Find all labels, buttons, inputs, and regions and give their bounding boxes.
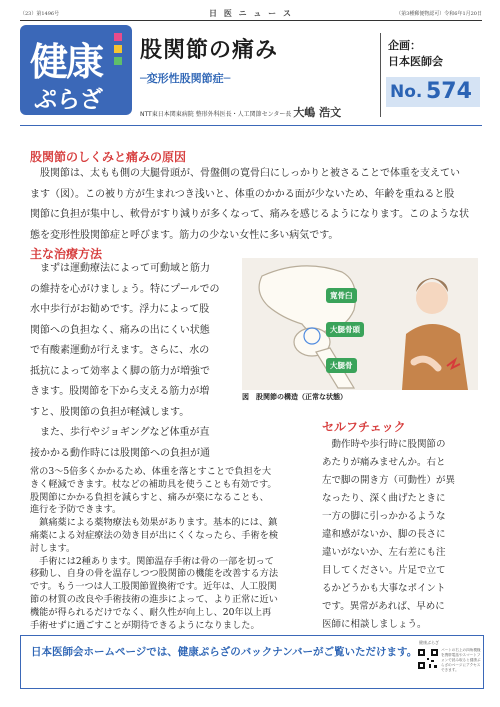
header-rule (20, 125, 482, 126)
paragraph-line: すと、股関節の負担が軽減します。 (30, 406, 190, 418)
paragraph-line: です。もう一つは人工股関節置換術です。近年は、人工股関 (30, 581, 277, 593)
paragraph-line: 抵抗によって効率よく脚の筋力が増強で (30, 365, 210, 377)
figure-label-acetabulum: 寛骨臼 (326, 288, 357, 303)
paragraph-line: 痛薬による対症療法の効き目が出にくくなったら、手術を検 (30, 529, 279, 541)
paragraph-line: なったり、深く曲げたときに (322, 493, 446, 504)
woman-head (416, 282, 448, 314)
paragraph-line: また、歩行やジョギングなど体重が直 (30, 427, 210, 438)
figure-caption: 図 股関節の構造（正常な状態） (242, 393, 347, 401)
plan-organization: 日本医師会 (388, 55, 443, 68)
paragraph-line: 関節に負担が集中し、軟骨がすり減りが多くなって、痛みを感じるようになります。このような状 (30, 209, 469, 220)
paragraph-line: 移動し、自身の骨を温存しつつ股関節の機能を改善する方法 (30, 568, 279, 580)
section-heading-self-check: セルフチェック (322, 420, 406, 434)
paragraph-line: きます。股関節を下から支える筋力が増 (30, 386, 210, 397)
paragraph-line: まずは運動療法によって可動域と筋力 (30, 263, 210, 274)
section-heading-mechanism: 股関節のしくみと痛みの原因 (30, 150, 187, 164)
author-line (140, 104, 341, 120)
paragraph-line: 医師に相談しましょう。 (322, 619, 427, 630)
masthead-rule (20, 20, 482, 21)
header-divider (380, 33, 381, 117)
paragraph-line: 違和感がないか、脚の長さに (322, 529, 446, 540)
paragraph-line: です。異常があれば、早めに (322, 601, 445, 612)
section-heading-treatment: 主な治療方法 (30, 247, 103, 261)
backnumber-text[interactable]: 日本医師会ホームページでは、健康ぷらざのバックナンバーがご覧いただけます。 (31, 646, 418, 658)
masthead-bar (20, 6, 482, 20)
issue-number: （23）第1496号 (20, 11, 60, 17)
issue-date: （第3種郵便物認可）令和6年1月20日 (396, 11, 482, 17)
paragraph-line: 討します。 (30, 542, 76, 554)
section-body-treatment-a (30, 259, 235, 464)
logo-text-main: 健康 (30, 40, 103, 84)
paragraph-line: で有酸素運動が行えます。さらに、水の (30, 345, 210, 356)
paragraph-line: 目してください。片足で立て (322, 565, 446, 576)
plan-label: 企画： (388, 39, 421, 52)
article-header (140, 33, 278, 86)
kenko-plaza-logo (20, 25, 132, 115)
paragraph-line: 水中歩行がお勧めです。浮力によって股 (30, 304, 210, 315)
paragraph-line: 手術には2種あります。関節温存手術は骨の一部を切って (30, 555, 274, 567)
paragraph-line: るかどうかも大事なポイント (322, 583, 446, 594)
logo-dot-green (114, 57, 122, 65)
paragraph-line: の維持を心がけましょう。特にプールでの (30, 283, 220, 295)
series-info (386, 33, 482, 113)
paragraph-line: きく軽減できます。杖などの補助具を使うことも有効です。 (30, 478, 277, 490)
figure-label-femoral-head: 大腿骨頭 (326, 322, 364, 337)
author-affiliation: NTT東日本関東病院 整形外科医長・人工関節センター長 (140, 111, 292, 118)
section-body-treatment-e (30, 466, 320, 632)
qr-instruction: パートの右上の四角模様を携帯電話やスマートフォンで読み取ると健康ぷらざのページにアクセスできます。 (441, 648, 481, 672)
paragraph-line: 鎮痛薬による薬物療法も効果があります。基本的には、鎮 (30, 517, 278, 529)
paragraph-line: 態を変形性股関節症と呼びます。筋力の少ない女性に多い病気です。 (30, 229, 339, 241)
woman-body (402, 324, 468, 390)
qr-label: 健康ぷらざ (419, 640, 439, 645)
paragraph-line: 機能が得られるだけでなく、耐久性が向上し、20年以上再 (30, 606, 272, 618)
logo-text-sub: ぷらざ (34, 87, 103, 113)
section-body-mechanism (30, 164, 482, 246)
paragraph-line: 節の材質の改良や手術技術の進歩によって、より正常に近い (30, 593, 278, 605)
newspaper-title: 日 医 ニ ュ ー ス (209, 8, 293, 18)
series-number-box (386, 77, 480, 107)
paragraph-line: 進行を予防できます。 (30, 504, 122, 516)
series-number-value: 574 (426, 79, 472, 104)
paragraph-line: 違いがないか、左右差にも注 (322, 547, 446, 558)
section-body-self-check (322, 436, 482, 634)
article-subtitle: ─変形性股関節症─ (140, 72, 231, 85)
series-number-label: No. (390, 82, 423, 102)
paragraph-line: 常の3～5倍多くかかるため、体重を落とすことで負担を大 (30, 466, 272, 477)
paragraph-line: 左で脚の開き方（可動性）が異 (322, 475, 456, 486)
paragraph-line: 手術せずに過ごすことが期待できるようになりました。 (30, 619, 260, 631)
backnumber-banner (20, 635, 484, 689)
hip-joint-figure (242, 258, 478, 390)
logo-dot-yellow (114, 45, 122, 53)
qr-code-icon[interactable] (417, 648, 439, 670)
paragraph-line: 一方の脚に引っかかるような (322, 511, 446, 522)
paragraph-line: ます（図）。この被り方が生まれつき浅いと、体重のかかる面が少ないため、年齢を重ねると股 (30, 188, 455, 200)
figure-label-femur: 大腿骨 (326, 358, 357, 373)
article-title: 股関節の痛み (140, 37, 279, 63)
paragraph-line: 股関節は、太もも側の大腿骨頭が、骨盤側の寛骨臼にしっかりと被さることで体重を支えてい (30, 168, 460, 179)
paragraph-line: 股関節にかかる負担を減らすと、痛みが楽になることも、 (30, 491, 269, 503)
paragraph-line: 関節への負担なく、痛みの出にくい状態 (30, 324, 210, 336)
author-name: 大嶋 浩文 (293, 106, 342, 119)
paragraph-line: あたりが痛みませんか。右と (322, 457, 446, 468)
paragraph-line: 接かかる動作時には股関節への負担が通 (30, 447, 210, 459)
paragraph-line: 動作時や歩行時に股関節の (322, 439, 446, 450)
logo-dot-pink (114, 33, 122, 41)
